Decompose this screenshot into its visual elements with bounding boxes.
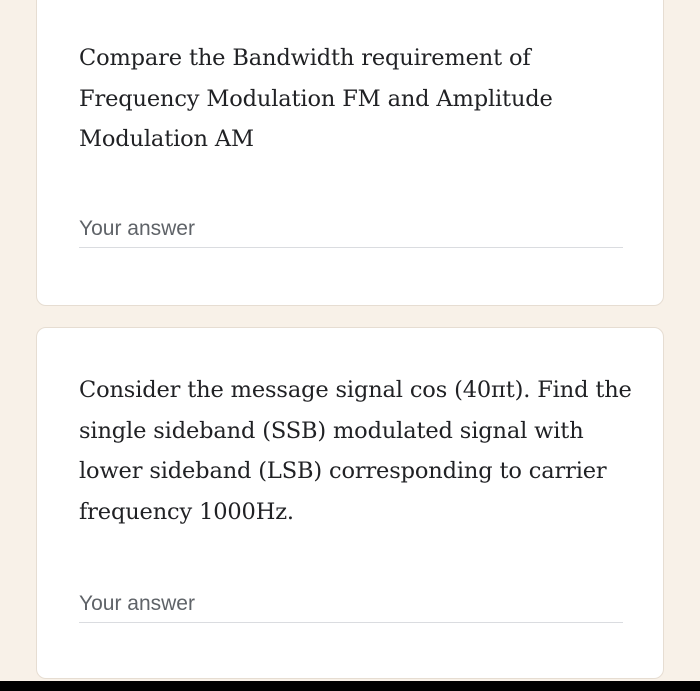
answer-input[interactable]	[79, 211, 623, 248]
question-card-ssb	[36, 327, 664, 679]
bottom-edge-bar	[0, 681, 700, 691]
question-title: Compare the Bandwidth requirement of Frequency Modulation FM and Amplitude Modulation AM	[79, 45, 553, 152]
question-title: Consider the message signal cos (40πt). Find the single sideband (SSB) modulated signal with lower sideband (LSB) corresponding to carrier frequency 1000Hz.	[79, 377, 632, 525]
answer-input[interactable]	[79, 586, 623, 623]
question-card-bandwidth	[36, 0, 664, 306]
